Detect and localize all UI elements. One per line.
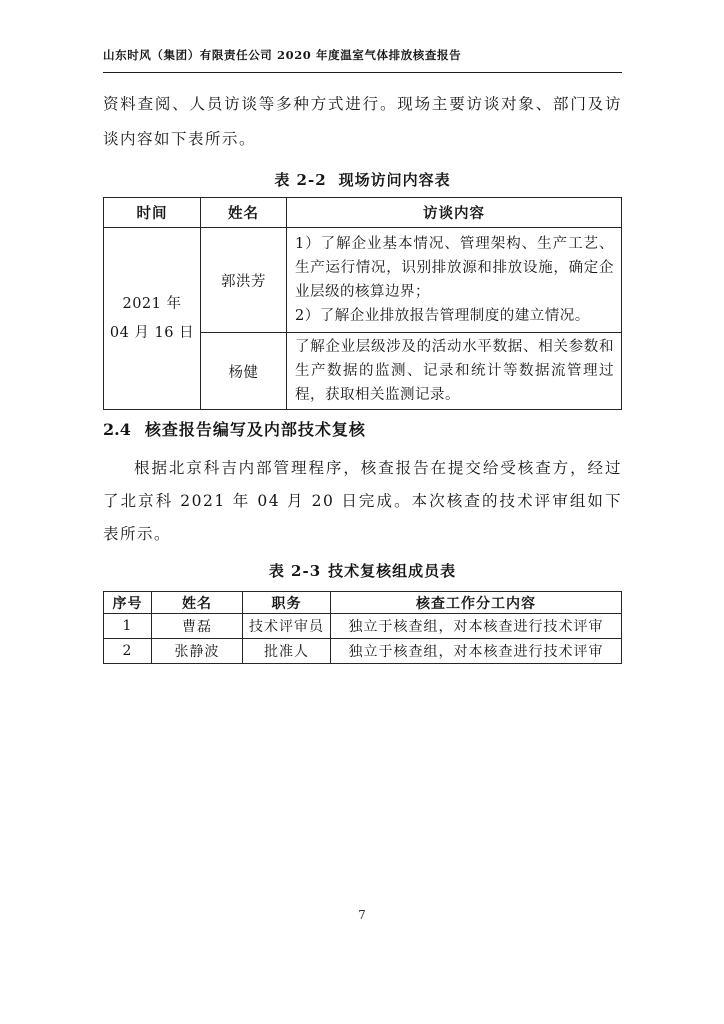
table-2-3-caption-title: 技术复核组成员表 bbox=[328, 562, 457, 580]
cell-role: 技术评审员 bbox=[243, 614, 331, 639]
interview-content-line: 2）了解企业排放报告管理制度的建立情况。 bbox=[295, 308, 590, 324]
header-cell-role: 职务 bbox=[243, 592, 331, 614]
table-2-2-caption-title: 现场访问内容表 bbox=[338, 171, 451, 189]
cell-interview-content-2 bbox=[287, 333, 622, 410]
section-number: 2.4 bbox=[103, 420, 131, 439]
section-2-4-heading bbox=[103, 417, 622, 443]
table-review-team bbox=[103, 591, 622, 664]
header-cell-interview-content: 访谈内容 bbox=[287, 198, 622, 228]
cell-no: 1 bbox=[104, 614, 152, 639]
cell-interview-content-1 bbox=[287, 228, 622, 333]
table-2-2-caption bbox=[103, 168, 622, 192]
interview-date-day: 04 月 16 日 bbox=[109, 324, 195, 341]
header-cell-name: 姓名 bbox=[201, 198, 287, 228]
cell-duty: 独立于核查组，对本核查进行技术评审 bbox=[331, 614, 622, 639]
cell-no: 2 bbox=[104, 639, 152, 664]
table-row bbox=[104, 639, 622, 664]
header-cell-name: 姓名 bbox=[152, 592, 243, 614]
cell-interviewee-1: 郭洪芳 bbox=[201, 228, 287, 333]
interview-content-line: 了解企业层级涉及的活动水平数据、相关参数和生产数据的监测、记录和统计等数据流管理过程，获取相关监测记录。 bbox=[295, 339, 614, 403]
section-2-4-paragraph: 根据北京科吉内部管理程序，核查报告在提交给受核查方，经过了北京科 2021 年 04 月 20 日完成。本次核查的技术评审组如下表所示。 bbox=[103, 459, 622, 543]
table-row bbox=[104, 614, 622, 639]
cell-role: 批准人 bbox=[243, 639, 331, 664]
header-cell-time: 时间 bbox=[104, 198, 201, 228]
table-2-3-caption-label: 表 2-3 bbox=[268, 562, 322, 580]
table-interview-contents bbox=[103, 197, 622, 410]
cell-name: 张静波 bbox=[152, 639, 243, 664]
cell-interviewee-2: 杨健 bbox=[201, 333, 287, 410]
table-2-3-caption bbox=[103, 559, 622, 583]
interview-date-year: 2021 年 bbox=[122, 295, 182, 312]
table-2-3-header-row bbox=[104, 592, 622, 614]
header-cell-duty: 核查工作分工内容 bbox=[331, 592, 622, 614]
intro-paragraph: 资料查阅、人员访谈等多种方式进行。现场主要访谈对象、部门及访谈内容如下表所示。 bbox=[103, 95, 622, 148]
cell-name: 曹磊 bbox=[152, 614, 243, 639]
table-row bbox=[104, 228, 622, 333]
interview-content-line: 1）了解企业基本情况、管理架构、生产工艺、生产运行情况，识别排放源和排放设施，确定企业层级的核算边界； bbox=[295, 236, 614, 300]
page-content bbox=[103, 0, 622, 664]
table-2-2-header-row bbox=[104, 198, 622, 228]
cell-interview-date bbox=[104, 228, 201, 410]
cell-duty: 独立于核查组，对本核查进行技术评审 bbox=[331, 639, 622, 664]
table-2-2-caption-label: 表 2-2 bbox=[274, 171, 327, 189]
header-cell-no: 序号 bbox=[104, 592, 152, 614]
running-header: 山东时风（集团）有限责任公司 2020 年度温室气体排放核查报告 bbox=[103, 47, 622, 73]
section-title: 核查报告编写及内部技术复核 bbox=[144, 420, 366, 439]
page-number: 7 bbox=[358, 908, 366, 922]
